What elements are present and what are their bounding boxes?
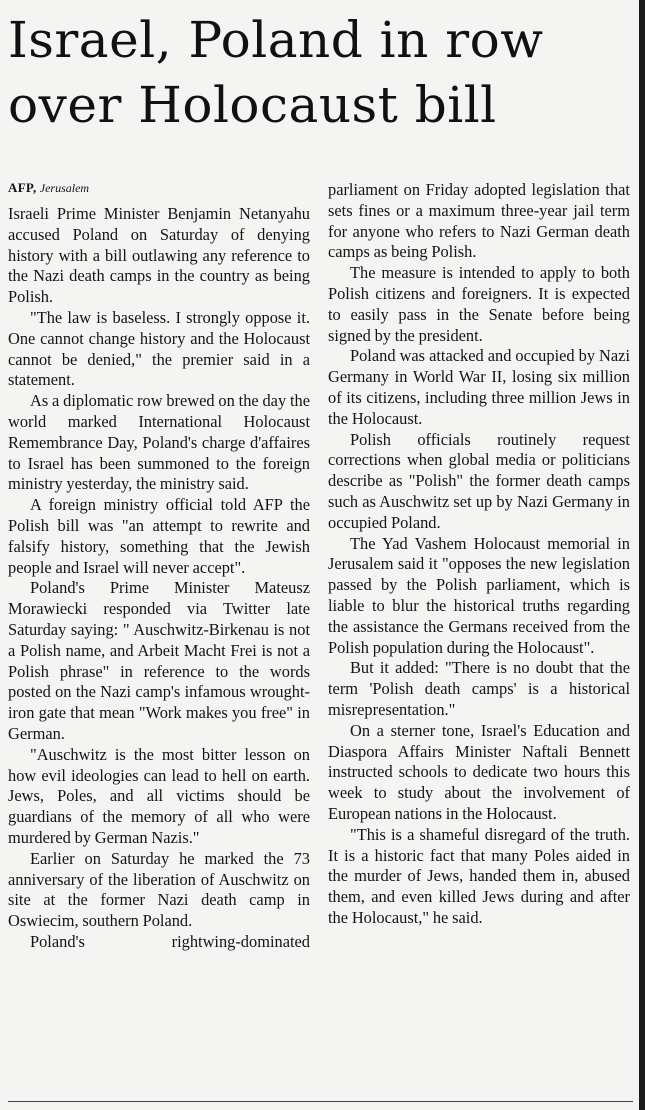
paragraph: Poland was attacked and occupied by Nazi Germany in World War II, losing six million of its citizens, including three million Jews in the Holocaust. — [328, 346, 630, 428]
paragraph: Polish officials routinely request corrections when global media or politicians describe as "Polish" the former death camps such as Auschwitz set up by Nazi Germany in occupied Poland. — [328, 429, 630, 532]
paragraph: "The law is baseless. I strongly oppose it. One cannot change history and the Holocaust cannot be denied," the premier said in a statement. — [8, 307, 310, 390]
right-column — [328, 180, 630, 929]
paragraph: Earlier on Saturday he marked the 73 anniversary of the liberation of Auschwitz on site at the former Nazi death camp in Oswiecim, southern Poland. — [8, 848, 310, 931]
paragraph: As a diplomatic row brewed on the day the world marked International Holocaust Remembrance Day, Poland's charge d'affaires to Israel has been summoned to the foreign ministry yesterday, the ministry said. — [8, 391, 310, 494]
paragraph: Poland's Prime Minister Mateusz Morawiecki responded via Twitter late Saturday saying: " Auschwitz-Birkenau is not a Polish name, and Arbeit Macht Frei is not a Polish phrase" in reference to the words posted on the Nazi camp's infamous wrought-iron gate that mean "Work makes you free" in German. — [8, 578, 310, 743]
bottom-rule — [8, 1101, 633, 1102]
paragraph: parliament on Friday adopted legislation that sets fines or a maximum three-year jail term for anyone who refers to Nazi German death camps as being Polish. — [328, 180, 630, 262]
paragraph: Israeli Prime Minister Benjamin Netanyahu accused Poland on Saturday of denying history with a bill outlawing any reference to the Nazi death camps in the country as being Polish. — [8, 204, 310, 307]
headline-line-2: over Holocaust bill — [8, 76, 497, 134]
paragraph: On a sterner tone, Israel's Education and Diaspora Affairs Minister Naftali Bennett instructed schools to dedicate two hours this week to study about the involvement of European nations in the Holocaust. — [328, 720, 630, 823]
paragraph: The Yad Vashem Holocaust memorial in Jerusalem said it "opposes the new legislation passed by the Polish parliament, which is liable to blur the historical truths regarding the assistance the Germans received from the Polish population during the Holocaust". — [328, 533, 630, 657]
left-column — [8, 180, 310, 953]
headline-line-1: Israel, Poland in row — [8, 11, 544, 69]
page-edge-border — [639, 0, 645, 1110]
byline — [8, 180, 310, 204]
byline-city: Jerusalem — [39, 181, 90, 195]
paragraph: "This is a shameful disregard of the truth. It is a historic fact that many Poles aided in the murder of Jews, handed them in, abused them, and even killed Jews during and after the Holocaust," he said. — [328, 824, 630, 927]
paragraph: A foreign ministry official told AFP the Polish bill was "an attempt to rewrite and falsify history, something that the Jewish people and Israel will never accept". — [8, 495, 310, 577]
paragraph: "Auschwitz is the most bitter lesson on how evil ideologies can lead to hell on earth. Jews, Poles, and all victims should be guardians of the memory of all who were murdered by German Nazis." — [8, 744, 310, 847]
paragraph: Poland's rightwing-dominated — [30, 931, 310, 951]
paragraph: The measure is intended to apply to both Polish citizens and foreigners. It is expected to easily pass in the Senate before being signed by the president. — [328, 263, 630, 345]
byline-agency: AFP, — [8, 180, 37, 195]
paragraph: But it added: "There is no doubt that the term 'Polish death camps' is a historical misrepresentation." — [328, 658, 630, 719]
headline — [8, 8, 633, 138]
